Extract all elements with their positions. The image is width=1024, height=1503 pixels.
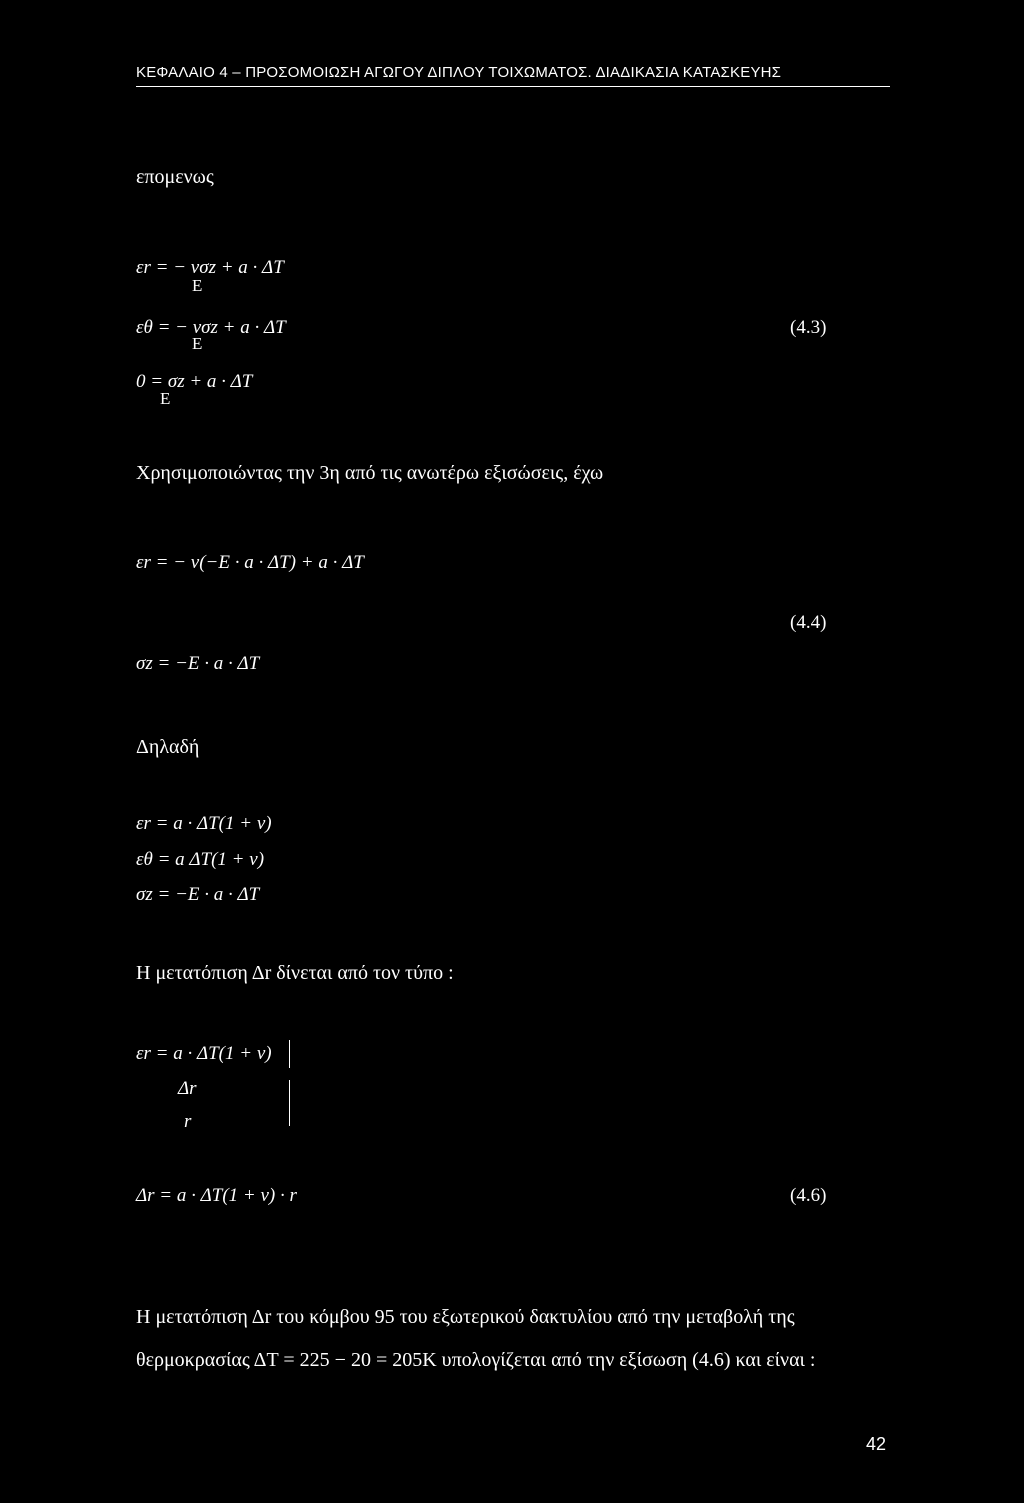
eq-4-3-line2: εθ = − νσz + a · ΔT: [136, 317, 286, 338]
paragraph-using-third: Χρησιμοποιώντας την 3η από τις ανωτέρω εξισώσεις, έχω: [136, 462, 604, 484]
eq-4-4-line2: σz = −Ε · a · ΔT: [136, 653, 260, 674]
eq-4-4-line1: εr = − ν(−Ε · a · ΔT) + a · ΔT: [136, 552, 364, 573]
eq-4-5-line2: εθ = a ΔT(1 + ν): [136, 849, 265, 870]
eq-4-5-line1: εr = a · ΔT(1 + ν): [136, 813, 272, 834]
eq-4-6a-denominator: r: [184, 1111, 192, 1132]
chapter-header: ΚΕΦΑΛΑΙΟ 4 – ΠΡΟΣΟΜΟΙΩΣΗ ΑΓΩΓΟΥ ΔΙΠΛΟΥ ΤΟΙΧΩΜΑΤΟΣ. ΔΙΑΔΙΚΑΣΙΑ ΚΑΤΑΣΚΕΥΗΣ: [136, 64, 782, 81]
evaluation-bar-bottom: [289, 1080, 290, 1126]
paragraph-final-line1: Η μετατόπιση Δr του κόμβου 95 του εξωτερικού δακτυλίου από την μεταβολή της: [136, 1306, 795, 1328]
eq-4-6a-numerator: Δr: [178, 1078, 197, 1099]
page-number: 42: [866, 1434, 887, 1454]
paragraph-displacement: Η μετατόπιση Δr δίνεται από τον τύπο :: [136, 962, 454, 984]
eq-4-3-number: (4.3): [790, 317, 827, 338]
eq-4-6-line1: Δr = a · ΔT(1 + ν) · r: [136, 1185, 297, 1206]
eq-4-3-line1: εr = − νσz + a · ΔT: [136, 257, 284, 278]
paragraph-epomenos: επομενως: [136, 166, 214, 188]
eq-4-6-number: (4.6): [790, 1185, 827, 1206]
paragraph-final-line2: θερμοκρασίας ΔT = 225 − 20 = 205K υπολογίζεται από την εξίσωση (4.6) και είναι :: [136, 1349, 816, 1371]
eq-4-5-line3: σz = −Ε · a · ΔT: [136, 884, 260, 905]
eq-4-4-number: (4.4): [790, 612, 827, 633]
evaluation-bar-top: [289, 1040, 290, 1068]
paragraph-dilady: Δηλαδή: [136, 736, 200, 758]
eq-4-3-line3-denominator: Ε: [160, 389, 171, 408]
eq-4-3-line3: 0 = σz + a · ΔT: [136, 371, 253, 392]
eq-4-6a-line1: εr = a · ΔT(1 + ν): [136, 1043, 272, 1064]
header-rule: [136, 86, 890, 87]
eq-4-3-line1-denominator: Ε: [192, 276, 203, 295]
eq-4-3-line2-denominator: Ε: [192, 334, 203, 353]
